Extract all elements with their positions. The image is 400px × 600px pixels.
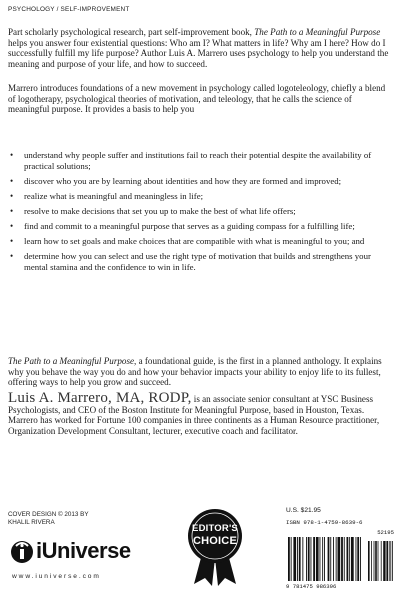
list-item: • learn how to set goals and make choices that are compatible with what is meaningful to you; and (14, 236, 388, 247)
intro-suffix: helps you answer four existential questions: Who am I? What matters in life? Why am I here? How do I successfully fulfill my life purpose? Author Luis A. Marrero uses psychology to help you understand the meaning and purpose of your life, and how to succeed. (8, 37, 389, 69)
editors-choice-badge (180, 508, 250, 586)
list-item: • discover who you are by learning about identities and how they are formed and improved; (14, 176, 388, 187)
badge-line-2: CHOICE (193, 535, 237, 547)
barcode-graphic (286, 537, 394, 581)
publisher-url: www.iuniverse.com (12, 573, 101, 580)
list-item: • resolve to make decisions that set you up to make the best of what life offers; (14, 206, 388, 217)
cover-design-line-2: KHALIL RIVERA (8, 518, 55, 526)
summary-text: , a foundational guide, is the first in a planned anthology. It explains why you behave the way you do and how your behavior impacts your ability to enjoy life to its fullest, offering ways to help you grow and succeed. (8, 356, 382, 388)
barcode-block (286, 507, 394, 597)
badge-line-1: EDITOR'S (192, 523, 238, 534)
summary-paragraph (8, 356, 392, 388)
summary-book-title: The Path to a Meaningful Purpose (8, 356, 135, 366)
publisher-logo (10, 538, 150, 568)
intro-prefix: Part scholarly psychological research, part self-improvement book, (8, 27, 255, 37)
benefits-list (14, 150, 388, 277)
author-bio-text: is an associate senior consultant at YSC Business Psychologists, and CEO of the Boston Institute for Meaningful Purpose, based in Houston, Texas. Marrero has worked for Fortune 100 companies in three continents as a Human Resource practitioner, Organization Development Consultant, lecturer, executive coach and facilitator. (8, 394, 380, 436)
isbn-label: ISBN 978-1-4759-8639-6 (286, 519, 363, 526)
list-item: • find and commit to a meaningful purpose that serves as a guiding compass for a fulfilling life; (14, 221, 388, 232)
ean-digits: 9 781475 986396 (286, 583, 337, 590)
iuniverse-logo-icon (10, 538, 34, 566)
intro-book-title: The Path to a Meaningful Purpose (254, 27, 381, 37)
cover-design-line-1: COVER DESIGN © 2013 BY (8, 511, 89, 518)
logoteleology-paragraph: Marrero introduces foundations of a new movement in psychology called logoteleology, chiefly a blend of logotherapy, psychological theories of motivation, and teleology, that he calls the science of meaningful purpose. It provides a basis to help you (8, 83, 386, 115)
publisher-name: iUniverse (36, 538, 131, 563)
list-item: • understand why people suffer and institutions fail to reach their potential despite the availability of practical solutions; (14, 150, 388, 171)
author-bio (8, 390, 392, 436)
list-item: • determine how you can select and use the right type of motivation that builds and strengthens your mental stamina and the confidence to win in life. (14, 251, 388, 272)
intro-paragraph (8, 27, 392, 69)
list-item: • realize what is meaningful and meaningless in life; (14, 191, 388, 202)
price-addon-code: 52195 (377, 529, 394, 536)
category-label: PSYCHOLOGY / SELF-IMPROVEMENT (8, 6, 130, 13)
author-name: Luis A. Marrero, MA, RODP, (8, 390, 192, 406)
price-label: U.S. $21.95 (286, 507, 321, 514)
award-ribbon-icon (180, 508, 250, 586)
cover-design-credit (8, 511, 89, 526)
